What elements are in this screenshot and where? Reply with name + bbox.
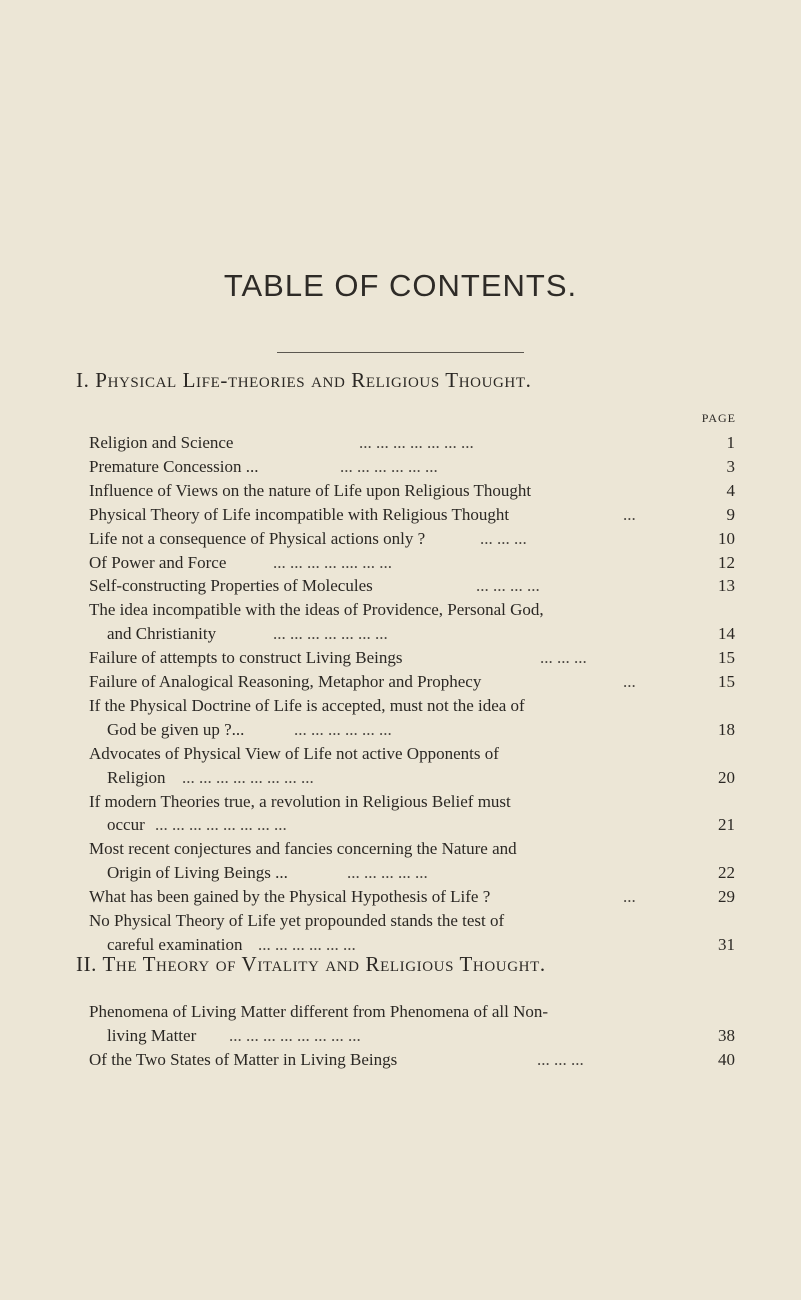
title-rule — [277, 352, 524, 353]
toc-entry — [0, 885, 801, 909]
toc-entry-text: Of the Two States of Matter in Living Beings — [89, 1049, 398, 1069]
toc-page-number: 15 — [718, 672, 735, 691]
toc-page-number: 20 — [718, 767, 735, 787]
toc-entry-text: The idea incompatible with the ideas of Providence, Personal God, — [89, 600, 544, 620]
toc-entry — [0, 694, 801, 718]
toc-leader-dots: ... ... ... ... ... ... ... ... — [182, 767, 314, 787]
toc-leader-dots: ... — [623, 672, 636, 691]
toc-entry — [0, 574, 801, 598]
toc-page-number: 4 — [726, 480, 735, 500]
toc-leader-dots: ... ... ... — [480, 528, 527, 548]
toc-entry — [0, 1024, 801, 1048]
toc-entry-text: Religion — [107, 767, 166, 787]
toc-entry-text: Life not a consequence of Physical actions only ? — [89, 528, 426, 548]
toc-leader-dots: ... ... ... ... .... ... ... — [273, 552, 392, 572]
toc-leader-dots: ... ... ... ... ... ... ... ... — [155, 815, 287, 835]
toc-entry-text: Self-constructing Properties of Molecules — [89, 576, 373, 596]
toc-leader-dots: ... ... ... ... ... ... ... — [273, 624, 388, 644]
toc-leader-dots: ... ... ... — [537, 1049, 584, 1069]
toc-entry — [0, 837, 801, 861]
toc-entry — [0, 455, 801, 479]
toc-leader-dots: ... ... ... ... — [476, 576, 540, 596]
toc-entry — [0, 909, 801, 933]
toc-entry — [0, 766, 801, 790]
toc-entry — [0, 813, 801, 837]
toc-entry-text: If the Physical Doctrine of Life is accepted, must not the idea of — [89, 695, 525, 715]
toc-leader-dots: ... ... ... — [540, 648, 587, 668]
toc-entry — [0, 742, 801, 766]
toc-page-number: 13 — [718, 576, 735, 596]
toc-entry — [0, 718, 801, 742]
toc-page-number: 12 — [718, 552, 735, 572]
toc-entry — [0, 861, 801, 885]
page-column-header: PAGE — [701, 411, 736, 425]
section-heading-1: I. Physical Life-theories and Religious Thought. — [76, 368, 532, 392]
toc-entry-text: Failure of Analogical Reasoning, Metaphor and Prophecy — [89, 672, 482, 691]
toc-leader-dots: ... ... ... ... ... — [347, 863, 428, 883]
toc-leader-dots: ... ... ... ... ... ... — [258, 934, 356, 954]
toc-entry — [0, 431, 801, 455]
toc-entry-text: Premature Concession ... — [89, 456, 259, 476]
toc-entry-text: Most recent conjectures and fancies concerning the Nature and — [89, 839, 517, 859]
toc-leader-dots: ... ... ... ... ... ... ... ... — [229, 1025, 361, 1045]
toc-page-number: 1 — [726, 433, 735, 452]
toc-entry — [0, 527, 801, 551]
toc-page-number: 21 — [718, 815, 735, 835]
toc-entry — [0, 503, 801, 527]
toc-entry-text: If modern Theories true, a revolution in Religious Belief must — [89, 791, 511, 811]
toc-page-number: 29 — [718, 887, 735, 907]
toc-entry-text: Advocates of Physical View of Life not active Opponents of — [89, 743, 499, 763]
toc-entry-text: Phenomena of Living Matter different from Phenomena of all Non- — [89, 1002, 549, 1021]
toc-entry — [0, 670, 801, 694]
toc-entry-text: What has been gained by the Physical Hypothesis of Life ? — [89, 887, 491, 907]
toc-page-number: 10 — [718, 528, 735, 548]
toc-page-number: 40 — [718, 1049, 735, 1069]
toc-page-number: 15 — [718, 648, 735, 668]
toc-entry-text: Of Power and Force — [89, 552, 227, 572]
toc-entry-text: Failure of attempts to construct Living Beings — [89, 648, 403, 668]
toc-entry-text: living Matter — [107, 1025, 197, 1045]
toc-leader-dots: ... ... ... ... ... ... — [340, 456, 438, 476]
toc-leader-dots: ... ... ... ... ... ... — [294, 719, 392, 739]
page-title: TABLE OF CONTENTS. — [223, 268, 578, 303]
toc-page-number: 3 — [726, 456, 735, 476]
toc-entry — [0, 790, 801, 814]
toc-entry-text: Physical Theory of Life incompatible with Religious Thought — [89, 504, 510, 524]
toc-page-number: 9 — [726, 504, 735, 524]
toc-entry-text: occur — [107, 815, 145, 835]
toc-entry-text: Influence of Views on the nature of Life upon Religious Thought — [89, 480, 532, 500]
toc-page-number: 38 — [718, 1025, 735, 1045]
toc-entry-text: Religion and Science — [89, 433, 234, 452]
toc-leader-dots: ... ... ... ... ... ... ... — [359, 433, 474, 452]
toc-page-number: 22 — [718, 863, 735, 883]
toc-entry — [0, 1000, 801, 1024]
toc-page-number: 31 — [718, 934, 735, 954]
toc-entry — [0, 598, 801, 622]
section-heading-2: II. The Theory of Vitality and Religious Thought. — [76, 952, 546, 976]
toc-entry-text: No Physical Theory of Life yet propounded stands the test of — [89, 911, 505, 930]
toc-entry — [0, 551, 801, 575]
toc-leader-dots: ... — [623, 504, 636, 524]
toc-entry — [0, 1048, 801, 1072]
toc-entry — [0, 646, 801, 670]
toc-page-number: 14 — [718, 624, 735, 644]
toc-entry-text: and Christianity — [107, 624, 217, 644]
toc-entry-text: God be given up ?... — [107, 719, 245, 739]
toc-leader-dots: ... — [623, 887, 636, 907]
toc-entry-text: Origin of Living Beings ... — [107, 863, 288, 883]
toc-entry — [0, 479, 801, 503]
toc-page-number: 18 — [718, 719, 735, 739]
toc-entry — [0, 622, 801, 646]
toc-entry-text: careful examination — [107, 934, 243, 954]
